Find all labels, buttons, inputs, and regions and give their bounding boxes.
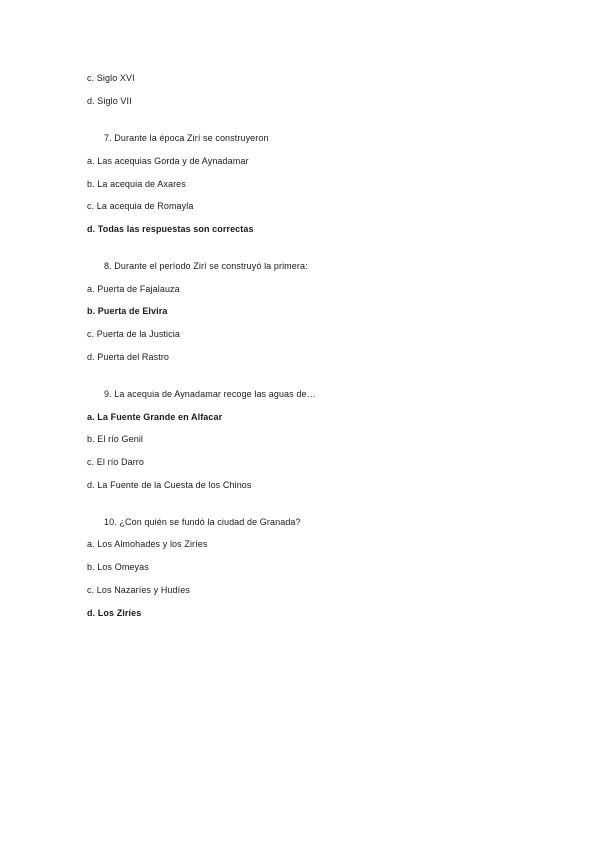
question-7: 7. Durante la época Zirí se construyeron	[104, 133, 269, 143]
q9-option-a-correct: a. La Fuente Grande en Alfacar	[87, 412, 223, 422]
q7-option-d-correct: d. Todas las respuestas son correctas	[87, 224, 254, 234]
q8-option-a: a. Puerta de Fajalauza	[87, 284, 180, 294]
q7-option-b: b. La acequia de Axares	[87, 179, 186, 189]
q7-option-c: c. La acequia de Romayla	[87, 201, 194, 211]
q6-option-c: c. Siglo XVI	[87, 73, 135, 83]
q10-option-b: b. Los Omeyas	[87, 562, 149, 572]
q9-option-c: c. El río Darro	[87, 457, 145, 467]
question-8: 8. Durante el período Zirí se construyó la primera:	[104, 261, 308, 271]
q9-option-b: b. El río Genil	[87, 434, 144, 444]
q8-option-b-correct: b. Puerta de Elvira	[87, 306, 168, 316]
q6-option-d: d. Siglo VII	[87, 96, 132, 106]
question-9: 9. La acequia de Aynadamar recoge las aguas de…	[104, 389, 316, 399]
q10-option-c: c. Los Nazaríes y Hudíes	[87, 585, 190, 595]
q9-option-d: d. La Fuente de la Cuesta de los Chinos	[87, 480, 252, 490]
q7-option-a: a. Las acequias Gorda y de Aynadamar	[87, 156, 249, 166]
question-10: 10. ¿Con quién se fundó la ciudad de Granada?	[104, 517, 301, 527]
q10-option-d-correct: d. Los Ziríes	[87, 608, 142, 618]
q8-option-d: d. Puerta del Rastro	[87, 352, 170, 362]
q10-option-a: a. Los Almohades y los Ziríes	[87, 539, 208, 549]
q8-option-c: c. Puerta de la Justicia	[87, 329, 180, 339]
